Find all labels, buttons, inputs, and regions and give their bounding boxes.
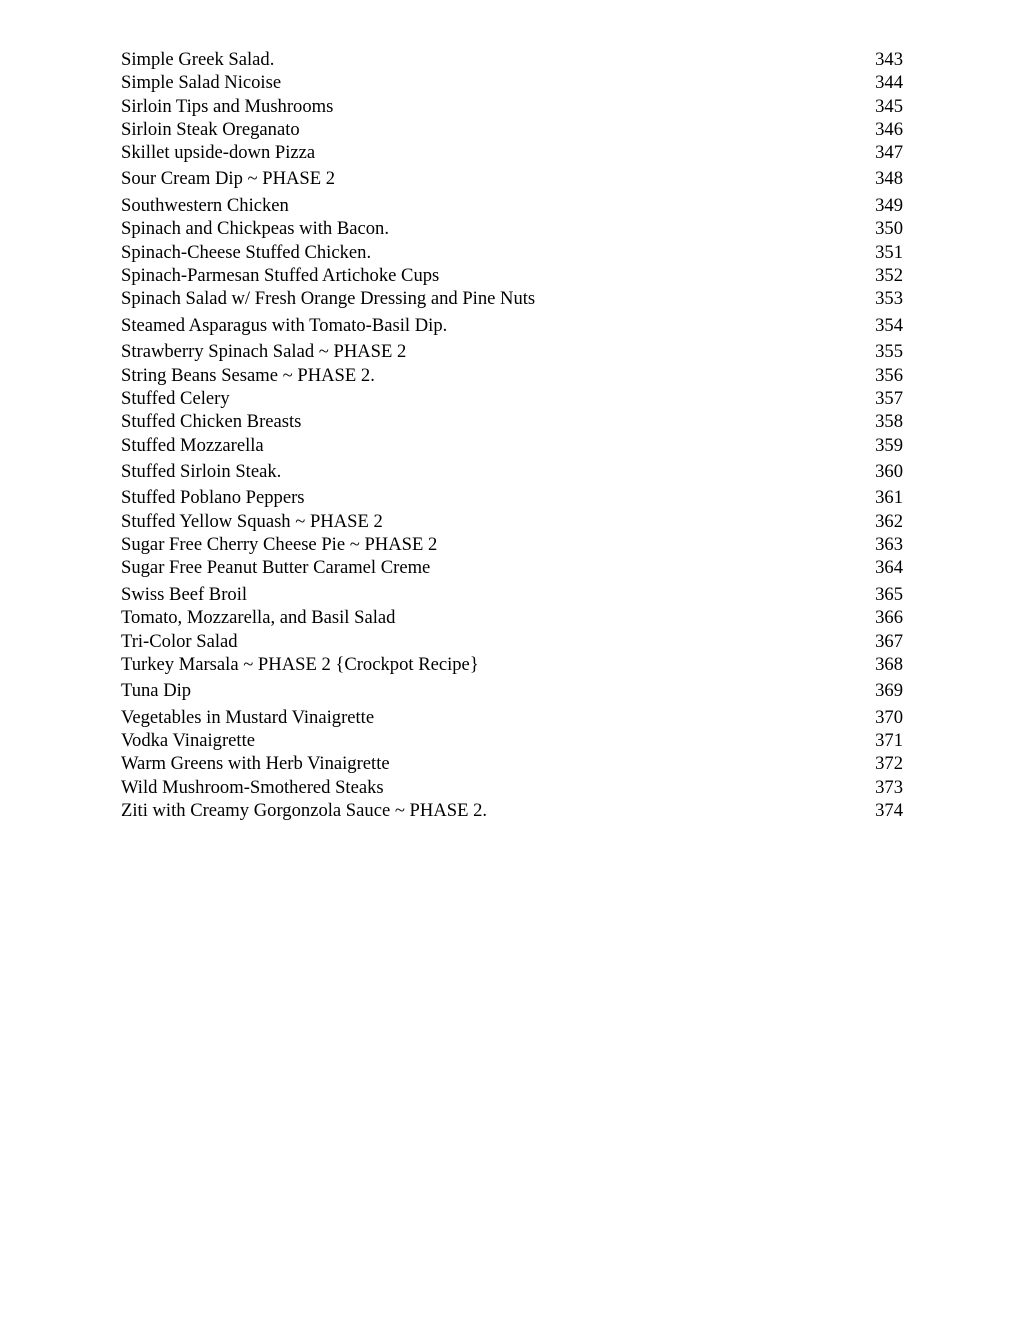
toc-entry[interactable] [121, 71, 911, 94]
toc-entry-page: 357 [875, 387, 903, 409]
toc-entry[interactable] [121, 217, 911, 240]
toc-entry-title: Tomato, Mozzarella, and Basil Salad [121, 607, 396, 629]
toc-entry[interactable] [121, 118, 911, 141]
toc-entry[interactable] [121, 241, 911, 264]
toc-entry-title: Stuffed Chicken Breasts [121, 411, 302, 433]
toc-entry-page: 367 [875, 630, 903, 652]
toc-entry-title: Sour Cream Dip ~ PHASE 2 [121, 168, 336, 190]
toc-entry-title: Turkey Marsala ~ PHASE 2 {Crockpot Recipe} [121, 653, 479, 675]
table-of-contents [121, 48, 911, 822]
toc-entry-title: Stuffed Celery [121, 387, 230, 409]
toc-entry[interactable] [121, 287, 911, 310]
toc-entry-title: Sugar Free Cherry Cheese Pie ~ PHASE 2 [121, 534, 438, 556]
toc-entry[interactable] [121, 311, 911, 338]
toc-entry[interactable] [121, 799, 911, 822]
toc-entry[interactable] [121, 729, 911, 752]
toc-entry-title: Spinach-Parmesan Stuffed Artichoke Cups [121, 265, 440, 287]
toc-entry[interactable] [121, 653, 911, 676]
toc-entry[interactable] [121, 434, 911, 457]
toc-entry-page: 348 [875, 168, 903, 190]
toc-entry[interactable] [121, 164, 911, 191]
toc-entry-page: 370 [875, 706, 903, 728]
toc-entry-title: Simple Salad Nicoise [121, 72, 282, 94]
toc-entry-title: Southwestern Chicken [121, 194, 289, 216]
toc-entry[interactable] [121, 387, 911, 410]
toc-entry-page: 358 [875, 411, 903, 433]
toc-entry[interactable] [121, 533, 911, 556]
toc-entry-title: Stuffed Sirloin Steak. [121, 460, 282, 482]
toc-entry-page: 373 [875, 776, 903, 798]
toc-entry[interactable] [121, 776, 911, 799]
toc-entry[interactable] [121, 191, 911, 218]
toc-entry-page: 354 [875, 314, 903, 336]
toc-entry-page: 351 [875, 241, 903, 263]
toc-entry-title: Sirloin Tips and Mushrooms [121, 95, 334, 117]
toc-entry-page: 371 [875, 730, 903, 752]
toc-entry-page: 344 [875, 72, 903, 94]
toc-entry-title: Tri-Color Salad [121, 630, 238, 652]
toc-entry[interactable] [121, 556, 911, 579]
toc-entry[interactable] [121, 48, 911, 71]
toc-entry-page: 352 [875, 265, 903, 287]
toc-entry-page: 363 [875, 534, 903, 556]
toc-entry-title: Stuffed Poblano Peppers [121, 487, 305, 509]
toc-entry-title: Tuna Dip [121, 680, 192, 702]
toc-entry-page: 349 [875, 194, 903, 216]
toc-entry-title: Stuffed Yellow Squash ~ PHASE 2 [121, 510, 383, 532]
toc-entry-page: 346 [875, 118, 903, 140]
toc-entry-page: 364 [875, 557, 903, 579]
toc-entry[interactable] [121, 510, 911, 533]
toc-entry-page: 353 [875, 288, 903, 310]
toc-entry-title: Vegetables in Mustard Vinaigrette [121, 706, 375, 728]
toc-entry[interactable] [121, 703, 911, 730]
toc-entry-page: 347 [875, 142, 903, 164]
toc-entry[interactable] [121, 630, 911, 653]
toc-entry-title: Warm Greens with Herb Vinaigrette [121, 753, 390, 775]
toc-entry-page: 365 [875, 583, 903, 605]
toc-entry[interactable] [121, 483, 911, 510]
toc-entry-title: Spinach Salad w/ Fresh Orange Dressing and Pine Nuts [121, 288, 536, 310]
toc-entry-page: 360 [875, 460, 903, 482]
toc-entry-title: Vodka Vinaigrette [121, 730, 256, 752]
toc-entry[interactable] [121, 606, 911, 629]
toc-entry-page: 361 [875, 487, 903, 509]
toc-entry-title: Spinach-Cheese Stuffed Chicken. [121, 241, 372, 263]
toc-entry-page: 372 [875, 753, 903, 775]
toc-entry-title: Strawberry Spinach Salad ~ PHASE 2 [121, 341, 407, 363]
toc-entry-title: Skillet upside-down Pizza [121, 142, 316, 164]
toc-entry-page: 369 [875, 680, 903, 702]
toc-entry-title: Simple Greek Salad. [121, 49, 275, 70]
toc-entry-title: Sugar Free Peanut Butter Caramel Creme [121, 557, 431, 579]
toc-entry[interactable] [121, 264, 911, 287]
toc-entry-page: 374 [875, 800, 903, 822]
toc-entry-title: Swiss Beef Broil [121, 583, 248, 605]
toc-entry-title: Ziti with Creamy Gorgonzola Sauce ~ PHASE 2. [121, 800, 488, 822]
toc-entry-page: 362 [875, 510, 903, 532]
toc-entry-title: Steamed Asparagus with Tomato-Basil Dip. [121, 314, 448, 336]
toc-entry[interactable] [121, 141, 911, 164]
toc-entry[interactable] [121, 457, 911, 484]
toc-entry-title: Spinach and Chickpeas with Bacon. [121, 218, 390, 240]
toc-entry[interactable] [121, 676, 911, 703]
toc-entry-page: 359 [875, 434, 903, 456]
toc-entry[interactable] [121, 410, 911, 433]
toc-entry-title: Sirloin Steak Oreganato [121, 118, 300, 140]
toc-entry-title: Wild Mushroom-Smothered Steaks [121, 776, 384, 798]
toc-entry[interactable] [121, 337, 911, 364]
toc-entry-page: 345 [875, 95, 903, 117]
toc-entry-page: 343 [875, 49, 903, 70]
toc-entry[interactable] [121, 580, 911, 607]
toc-entry-page: 355 [875, 341, 903, 363]
toc-entry-page: 350 [875, 218, 903, 240]
toc-entry-title: String Beans Sesame ~ PHASE 2. [121, 364, 375, 386]
toc-entry[interactable] [121, 364, 911, 387]
toc-entry-page: 366 [875, 607, 903, 629]
toc-entry-page: 368 [875, 653, 903, 675]
toc-entry[interactable] [121, 752, 911, 775]
toc-entry[interactable] [121, 95, 911, 118]
toc-entry-title: Stuffed Mozzarella [121, 434, 264, 456]
toc-entry-page: 356 [875, 364, 903, 386]
